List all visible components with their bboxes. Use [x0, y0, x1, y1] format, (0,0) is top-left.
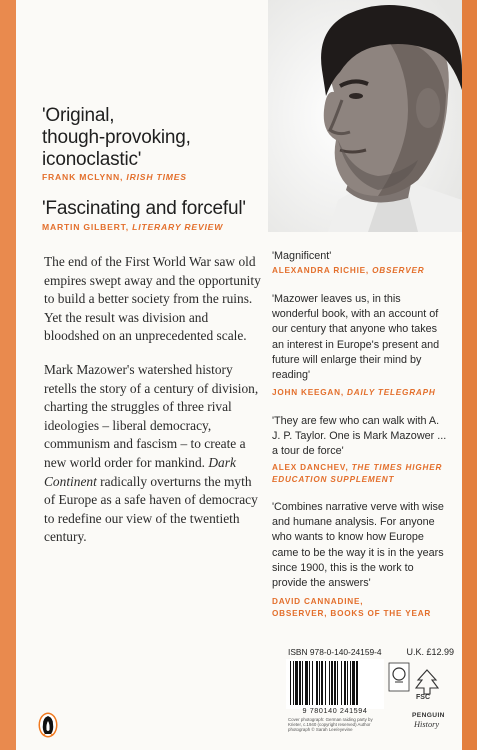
- cover-edge-right: [462, 0, 477, 750]
- blurb-text: Mark Mazower's watershed history retells the story of a century of division, charting the struggles of three rival ideologies – liberal democracy, communism and fascism – to create a new world order for mankind.: [44, 361, 259, 470]
- quote-text: 'Magnificent': [272, 250, 332, 262]
- quote-cannadine: [272, 500, 450, 591]
- imprint-label: History: [414, 720, 440, 729]
- attribution-author: FRANK MCLYNN,: [42, 172, 124, 182]
- quote-line: iconoclastic': [42, 149, 142, 170]
- attribution-author: ALEXANDRA RICHIE,: [272, 266, 369, 275]
- attribution-author: ALEX DANCHEV,: [272, 463, 349, 472]
- price: U.K. £12.99: [406, 647, 454, 657]
- attribution-gilbert: [42, 222, 223, 232]
- attribution-keegan: [272, 388, 436, 397]
- quote-text: 'They are few who can walk with A. J. P. Taylor. One is Mark Mazower ... a tour de force': [272, 415, 447, 458]
- attribution-source: OBSERVER, BOOKS OF THE YEAR: [272, 609, 432, 618]
- quote-line: though-provoking,: [42, 127, 191, 148]
- quote-line: 'Fascinating and forceful': [42, 198, 246, 219]
- attribution-author: JOHN KEEGAN,: [272, 388, 344, 397]
- quote-gilbert: [42, 198, 282, 220]
- blurb-text: radically overturns the myth of Europe as a safe haven of democracy to redefine our view of the twentieth century.: [44, 473, 258, 545]
- barcode: [286, 659, 384, 709]
- attribution-richie: [272, 266, 424, 275]
- barcode-icon: [286, 659, 384, 707]
- blurb-paragraph-1: The end of the First World War saw old empires swept away and the opportunity to build a better society from the ruins. Yet the result was division and bloodshed on an unprecedented scale.: [44, 254, 261, 344]
- photo-credits: Cover photograph: German raiding party by Krieter, c.1940 (copyright reserved) Author photograph © Sarah Lee/eyevine: [288, 717, 373, 733]
- fsc-label: FSC: [416, 694, 430, 701]
- attribution-source: EDUCATION SUPPLEMENT: [272, 475, 395, 484]
- attribution-author: DAVID CANNADINE,: [272, 597, 364, 606]
- attribution-cannadine: [272, 596, 431, 620]
- attribution-source: LITERARY REVIEW: [132, 222, 224, 232]
- attribution-mclynn: [42, 172, 187, 182]
- quote-mclynn: [42, 105, 272, 171]
- book-title: Dark Continent: [44, 454, 236, 489]
- blurb: [44, 253, 266, 562]
- recycle-icon: [388, 662, 410, 697]
- quote-line: 'Original,: [42, 105, 115, 126]
- attribution-source: DAILY TELEGRAPH: [347, 388, 436, 397]
- back-cover: [16, 0, 462, 750]
- fsc-badge: [414, 668, 440, 707]
- quote-text: 'Combines narrative verve with wise and humane analysis. For anyone who wants to know how Europe came to be the way it is in the years since 1900, this is the work to provide the answers': [272, 501, 444, 590]
- blurb-paragraph-2: [44, 361, 266, 547]
- quote-danchev: [272, 414, 450, 460]
- isbn-row: [288, 647, 454, 657]
- publisher-brand: PENGUIN: [412, 712, 445, 719]
- attribution-source: OBSERVER: [372, 266, 425, 275]
- attribution-source: THE TIMES HIGHER: [351, 463, 443, 472]
- quote-keegan: [272, 292, 450, 383]
- barcode-number: 9 780140 241594: [302, 706, 368, 715]
- attribution-danchev: [272, 462, 442, 486]
- penguin-logo-icon: [38, 712, 58, 738]
- attribution-source: IRISH TIMES: [126, 172, 187, 182]
- isbn-label: ISBN 978-0-140-24159-4: [288, 647, 382, 657]
- quote-richie: [272, 249, 450, 264]
- quote-text: 'Mazower leaves us, in this wonderful book, with an account of our century that anyone who takes an interest in Europe's present and future will enlarge their mind by reading': [272, 293, 440, 382]
- author-photo: [268, 0, 462, 232]
- attribution-author: MARTIN GILBERT,: [42, 222, 129, 232]
